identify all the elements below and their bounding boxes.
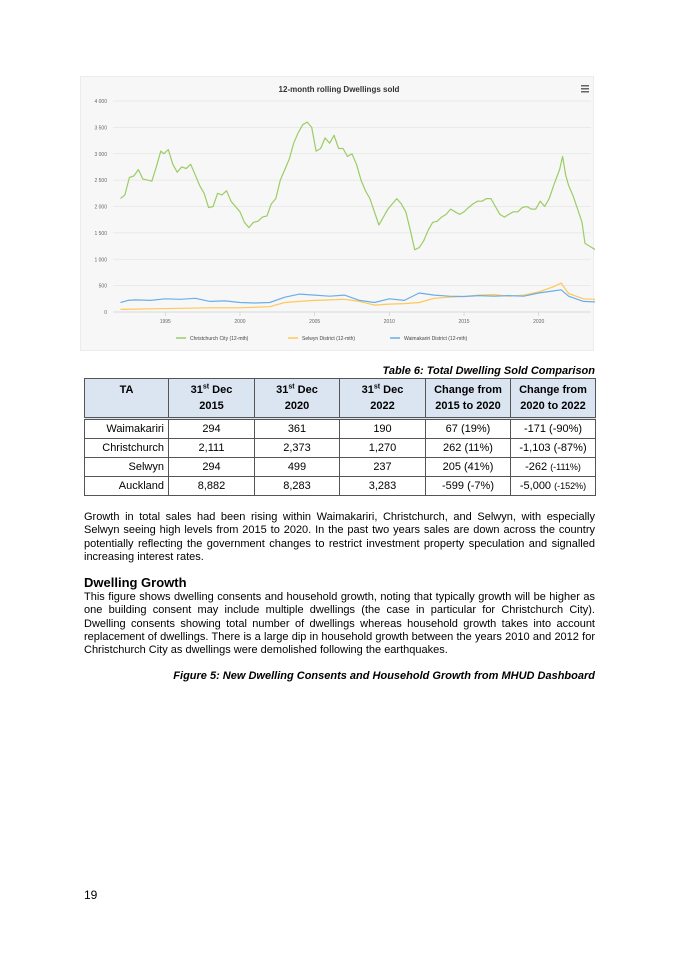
- y-tick-label: 4 000: [94, 99, 107, 105]
- header-2022-day: 31: [361, 384, 374, 396]
- header-2022: [340, 379, 426, 419]
- cell-change-2020-2022: [511, 477, 596, 496]
- x-tick-label: 2005: [309, 319, 321, 325]
- cell-2020: 499: [255, 458, 340, 477]
- cell-change-2020-2022: [511, 419, 596, 439]
- cell-change-2015-2020: -599 (-7%): [426, 477, 511, 496]
- table-row: [85, 458, 596, 477]
- header-2020-suffix: st: [288, 383, 295, 391]
- change-value: -262: [525, 461, 551, 473]
- header-2015-month: Dec: [209, 384, 233, 396]
- table-row: [85, 477, 596, 496]
- table-row: [85, 439, 596, 458]
- growth-paragraph: Growth in total sales had been rising within Waimakariri, Christchurch, and Selwyn, with especially Selwyn seeing high levels from 2015 to 2020. In the past two years sales are down across the country potentially reflecting the government changes to restrict investment property speculation and signalled increasing interest rates.: [84, 511, 595, 563]
- header-2022-month: Dec: [380, 384, 404, 396]
- cell-2022: 237: [340, 458, 426, 477]
- cell-change-2015-2020: 262 (11%): [426, 439, 511, 458]
- y-tick-label: 2 000: [94, 204, 107, 211]
- dwellings-sold-chart: [80, 76, 594, 351]
- y-tick-label: 1 000: [94, 257, 107, 264]
- cell-change-2015-2020: 67 (19%): [426, 419, 511, 439]
- header-change2-line1: Change from: [519, 384, 587, 396]
- chart-title: 12-month rolling Dwellings sold: [278, 85, 400, 94]
- cell-change-2020-2022: [511, 458, 596, 477]
- table-header-row: [85, 379, 596, 419]
- header-2015: [169, 379, 255, 419]
- header-ta-text: TA: [119, 384, 134, 396]
- cell-2015: 2,111: [169, 439, 255, 458]
- y-tick-label: 3 000: [94, 151, 107, 158]
- change-percent: (-152%): [554, 481, 587, 491]
- x-tick-label: 2020: [533, 319, 545, 325]
- cell-ta: Christchurch: [85, 439, 169, 458]
- header-2015-day: 31: [190, 384, 203, 396]
- cell-2022: 1,270: [340, 439, 426, 458]
- cell-2022: 190: [340, 419, 426, 439]
- change-percent: (-111%): [550, 462, 581, 472]
- cell-2020: 2,373: [255, 439, 340, 458]
- change-value: -5,000: [519, 480, 555, 492]
- dwelling-growth-heading: Dwelling Growth: [84, 575, 187, 590]
- cell-2015: 8,882: [169, 477, 255, 496]
- cell-2020: 8,283: [255, 477, 340, 496]
- hamburger-menu-icon[interactable]: [581, 85, 589, 93]
- cell-ta: Auckland: [85, 477, 169, 496]
- y-tick-label: 0: [104, 310, 107, 316]
- page-number: 19: [84, 888, 98, 902]
- cell-2020: 361: [255, 419, 340, 439]
- legend-label: Christchurch City (12-mth): [190, 336, 249, 342]
- y-tick-label: 1 500: [94, 230, 107, 237]
- header-2020-month: Dec: [294, 384, 318, 396]
- header-2020-year: 2020: [284, 400, 310, 412]
- x-tick-label: 2010: [383, 319, 395, 325]
- header-2020-day: 31: [276, 384, 289, 396]
- x-tick-label: 2000: [234, 319, 246, 325]
- dwelling-growth-paragraph: This figure shows dwelling consents and household growth, noting that typically growth will be higher as one building consent may include multiple dwellings (the case in particular for Christchurch City). Dwelling consents showing total number of dwellings whereas household growth takes into account replacement of dwellings. There is a large dip in household growth between the years 2010 and 2012 for Christchurch City as dwellings were demolished following the earthquakes.: [84, 591, 595, 657]
- header-2022-suffix: st: [373, 383, 381, 391]
- cell-2022: 3,283: [340, 477, 426, 496]
- cell-change-2020-2022: [511, 439, 596, 458]
- series-line-0: [121, 122, 596, 251]
- y-tick-label: 2 500: [94, 178, 107, 185]
- header-2020: [255, 379, 340, 419]
- header-change1-line1: Change from: [434, 384, 502, 396]
- change-value: -1,103 (-87%): [519, 442, 587, 454]
- table-caption: Table 6: Total Dwelling Sold Comparison: [382, 365, 595, 377]
- y-tick-label: 3 500: [94, 125, 107, 132]
- cell-2015: 294: [169, 419, 255, 439]
- y-tick-label: 500: [98, 283, 107, 290]
- header-2015-year: 2015: [199, 400, 224, 412]
- x-tick-label: 2015: [458, 319, 470, 325]
- figure-caption: Figure 5: New Dwelling Consents and Household Growth from MHUD Dashboard: [173, 670, 595, 682]
- header-2015-suffix: st: [202, 383, 210, 391]
- cell-ta: Selwyn: [85, 458, 169, 477]
- chart-svg: [81, 77, 595, 352]
- header-change1-line2: 2015 to 2020: [435, 400, 501, 412]
- cell-change-2015-2020: 205 (41%): [426, 458, 511, 477]
- header-change-2020-2022: [511, 379, 596, 419]
- header-change2-line2: 2020 to 2022: [520, 400, 586, 412]
- table-row: [85, 419, 596, 439]
- legend-label: Selwyn District (12-mth): [302, 336, 356, 342]
- header-2022-year: 2022: [370, 400, 395, 412]
- cell-2015: 294: [169, 458, 255, 477]
- dwelling-comparison-table: [84, 378, 596, 496]
- change-value: -171 (-90%): [523, 423, 583, 435]
- header-ta: [85, 379, 169, 419]
- header-change-2015-2020: [426, 379, 511, 419]
- legend-label: Waimakariri District (12-mth): [404, 336, 468, 342]
- cell-ta: Waimakariri: [85, 419, 169, 439]
- x-tick-label: 1995: [159, 319, 171, 325]
